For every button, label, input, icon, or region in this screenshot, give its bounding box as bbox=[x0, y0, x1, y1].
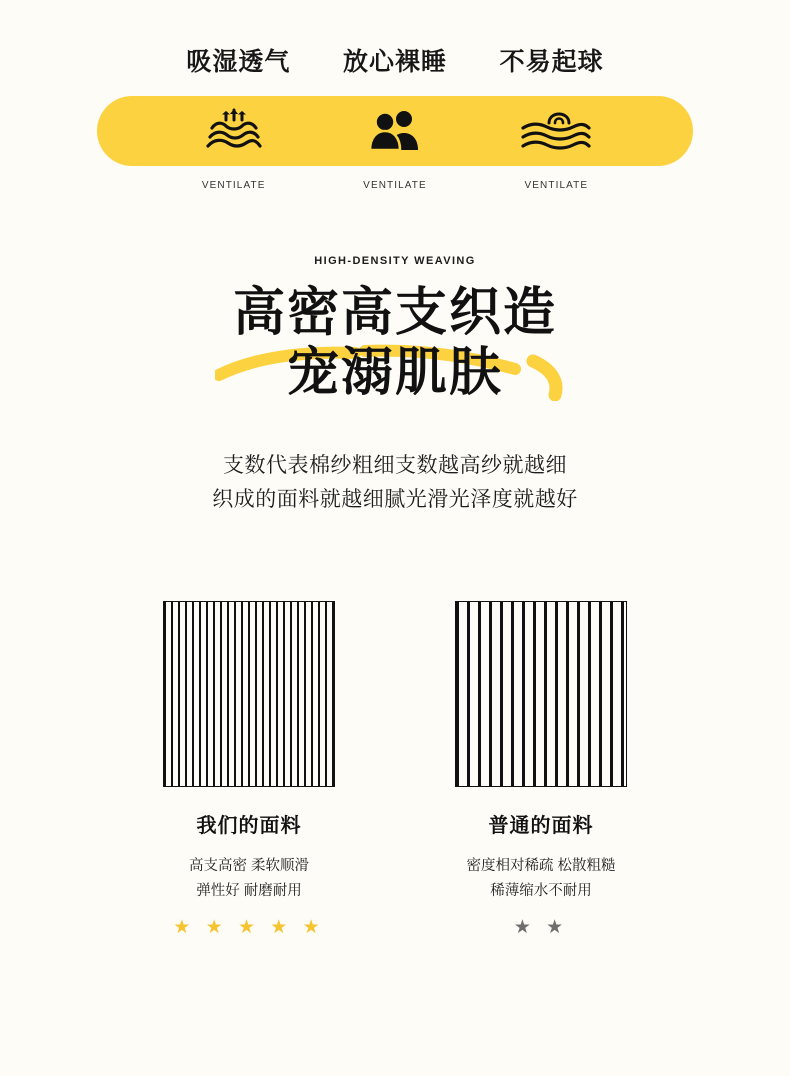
headline-line-1: 高密高支织造 bbox=[232, 284, 557, 342]
feature-title-3: 不易起球 bbox=[499, 48, 604, 76]
subcopy-line-2: 织成的面料就越细腻光滑光泽度就越好 bbox=[212, 488, 578, 511]
feature-icon-bar bbox=[97, 96, 693, 166]
feature-title-1: 吸湿透气 bbox=[186, 48, 291, 76]
feature-captions-row bbox=[97, 180, 693, 191]
feature-caption-2: VENTILATE bbox=[363, 180, 427, 191]
moisture-wave-icon bbox=[153, 108, 314, 154]
loose-weave-swatch bbox=[455, 601, 627, 787]
feature-titles-row bbox=[160, 0, 630, 78]
wave-lines-icon bbox=[476, 111, 637, 151]
comparison-desc-ours-line-1: 高支高密 柔软顺滑 bbox=[188, 858, 310, 874]
headline-block bbox=[0, 283, 790, 423]
people-icon bbox=[314, 108, 475, 154]
comparison-column-ours bbox=[163, 601, 335, 939]
fabric-comparison bbox=[0, 601, 790, 939]
rating-stars-ours: ★ ★ ★ ★ ★ bbox=[173, 917, 325, 938]
headline-line-2: 宠溺肌肤 bbox=[286, 344, 503, 402]
section-subcopy bbox=[0, 449, 790, 517]
feature-caption-3: VENTILATE bbox=[524, 180, 589, 191]
headline-text bbox=[0, 283, 790, 403]
feature-title-2: 放心裸睡 bbox=[343, 48, 448, 76]
comparison-desc-ours-line-2: 弹性好 耐磨耐用 bbox=[196, 883, 302, 899]
comparison-desc-ordinary-line-2: 稀薄缩水不耐用 bbox=[490, 883, 592, 899]
comparison-label-ours: 我们的面料 bbox=[196, 815, 302, 837]
comparison-desc-ordinary-line-1: 密度相对稀疏 松散粗糙 bbox=[466, 858, 616, 874]
comparison-desc-ours bbox=[163, 854, 335, 904]
feature-caption-1: VENTILATE bbox=[201, 180, 266, 191]
section-eyebrow: HIGH-DENSITY WEAVING bbox=[314, 255, 476, 267]
dense-weave-swatch bbox=[163, 601, 335, 787]
comparison-desc-ordinary bbox=[455, 854, 627, 904]
comparison-label-ordinary: 普通的面料 bbox=[488, 815, 594, 837]
comparison-column-ordinary bbox=[455, 601, 627, 939]
subcopy-line-1: 支数代表棉纱粗细支数越高纱就越细 bbox=[223, 454, 567, 477]
rating-stars-ordinary: ★ ★ bbox=[513, 917, 569, 938]
